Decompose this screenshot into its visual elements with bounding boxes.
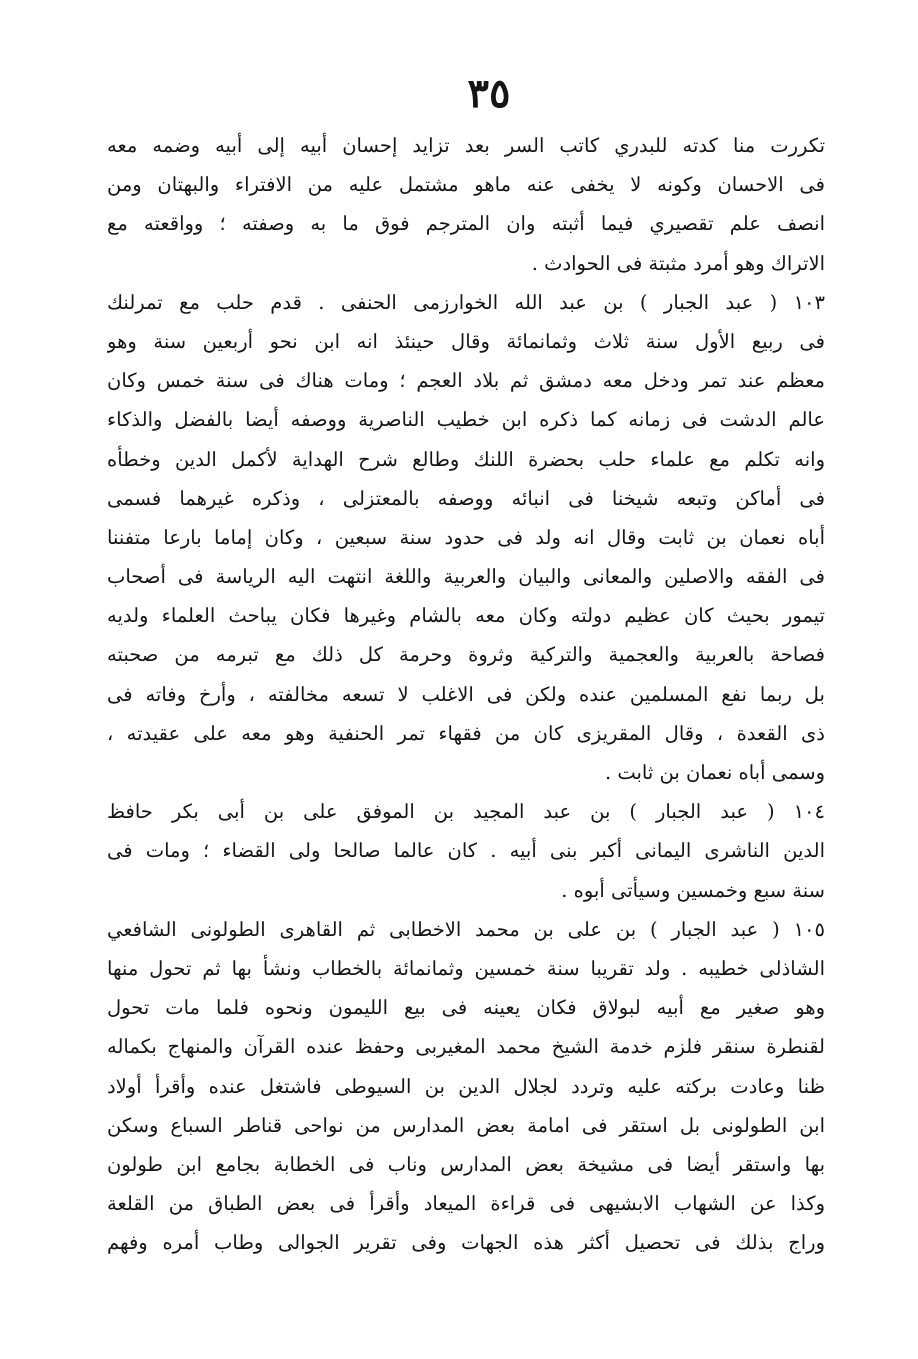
text-line: بها واستقر أيضا فى مشيخة بعض المدارس وناب فى الخطابة بجامع ابن طولون: [107, 1152, 825, 1176]
text-line: فصاحة بالعربية والعجمية والتركية وثروة وحرمة كل ذلك مع تبرمه من صحبته: [107, 643, 825, 667]
text-line: الدين الناشرى اليمانى أكبر بنى أبيه . كان عالما صالحا ولى القضاء ؛ ومات فى: [107, 839, 825, 863]
text-line: الشاذلى خطيبه . ولد تقريبا سنة خمسين وثمانمائة بالخطاب ونشأ بها ثم تحول منها: [107, 956, 825, 980]
text-line: لقنطرة سنقر فلزم خدمة الشيخ محمد المغيربى وحفظ عنده القرآن والمنهاج بكماله: [107, 1035, 825, 1059]
entry-103-heading-line: ١٠٣ ( عبد الجبار ) بن عبد الله الخوارزمى الحنفى . قدم حلب مع تمرلنك: [107, 290, 825, 314]
text-line: عالم الدشت فى زمانه كما ذكره ابن خطيب الناصرية ووصفه أيضا بالفضل والذكاء: [107, 408, 825, 432]
page-number: ٣٥: [467, 70, 511, 117]
text-line: سنة سبع وخمسين وسيأتى أبوه .: [561, 878, 825, 902]
text-line: انصف علم تقصيري فيما أثبته وان المترجم فوق ما به وصفته ؛ وواقعته مع: [107, 212, 825, 236]
text-line: تيمور بحيث كان عظيم دولته وكان معه بالشام وغيرها فكان يباحث العلماء ولديه: [107, 604, 825, 628]
text-line: أباه نعمان بن ثابت وقال انه ولد فى حدود سنة سبعين ، وكان إماما بارعا متفننا: [107, 525, 825, 549]
text-line: فى أماكن وتبعه شيخنا فى انبائه ووصفه بالمعتزلى ، وذكره غيرهما فسمى: [107, 486, 825, 510]
text-line: فى الاحسان وكونه لا يخفى عنه ماهو مشتمل عليه من الافتراء والبهتان ومن: [107, 173, 825, 197]
entry-105-heading-line: ١٠٥ ( عبد الجبار ) بن على بن محمد الاخطابى ثم القاهرى الطولونى الشافعي: [107, 917, 825, 941]
text-line: ابن الطولونى بل استقر فى امامة بعض المدارس من نواحى قناطر السباع وسكن: [107, 1113, 825, 1137]
text-line: وسمى أباه نعمان بن ثابت .: [604, 761, 825, 784]
entry-104-heading-line: ١٠٤ ( عبد الجبار ) بن عبد المجيد بن الموفق على بن أبى بكر حافظ: [107, 800, 825, 824]
text-line: فى ربيع الأول سنة ثلاث وثمانمائة وقال حينئذ انه ابن نحو أربعين سنة وهو: [107, 329, 825, 353]
text-line: الاتراك وهو أمرد مثبتة فى الحوادث .: [531, 251, 825, 275]
text-line: بل ربما نفع المسلمين عنده ولكن فى الاغلب لا تسعه مخالفته ، وأرخ وفاته فى: [107, 682, 825, 706]
text-line: وهو صغير مع أبيه لبولاق فكان يعينه فى بيع الليمون ونحوه فلما مات تحول: [107, 996, 825, 1020]
text-line: ذى القعدة ، وقال المقريزى كان من فقهاء تمر الحنفية وهو معه على عقيدته ،: [107, 721, 825, 745]
text-line: فى الفقه والاصلين والمعانى والبيان والعربية واللغة انتهت اليه الرياسة فى أصحاب: [107, 565, 825, 589]
text-line: تكررت منا كدته للبدري كاتب السر بعد تزايد إحسان أبيه إلى أبيه وضمه معه: [107, 134, 825, 157]
text-line: وانه تكلم مع علماء حلب بحضرة اللنك وطالع شرح الهداية لأكمل الدين وخطأه: [107, 447, 825, 471]
text-line: وكذا عن الشهاب الابشيهى فى قراءة الميعاد وأقرأ فى بعض الطباق من القلعة: [107, 1192, 825, 1216]
body-text: [107, 126, 825, 1262]
text-line: ظنا وعادت بركته عليه وتردد لجلال الدين بن السيوطى فاشتغل عنده وأقرأ أولاد: [107, 1074, 825, 1098]
text-line: معظم عند تمر ودخل معه دمشق ثم بلاد العجم ؛ ومات هناك فى سنة خمس وكان: [107, 369, 825, 393]
text-line: وراج بذلك فى تحصيل أكثر هذه الجهات وفى تقرير الجوالى وطاب أمره وفهم: [107, 1231, 825, 1255]
